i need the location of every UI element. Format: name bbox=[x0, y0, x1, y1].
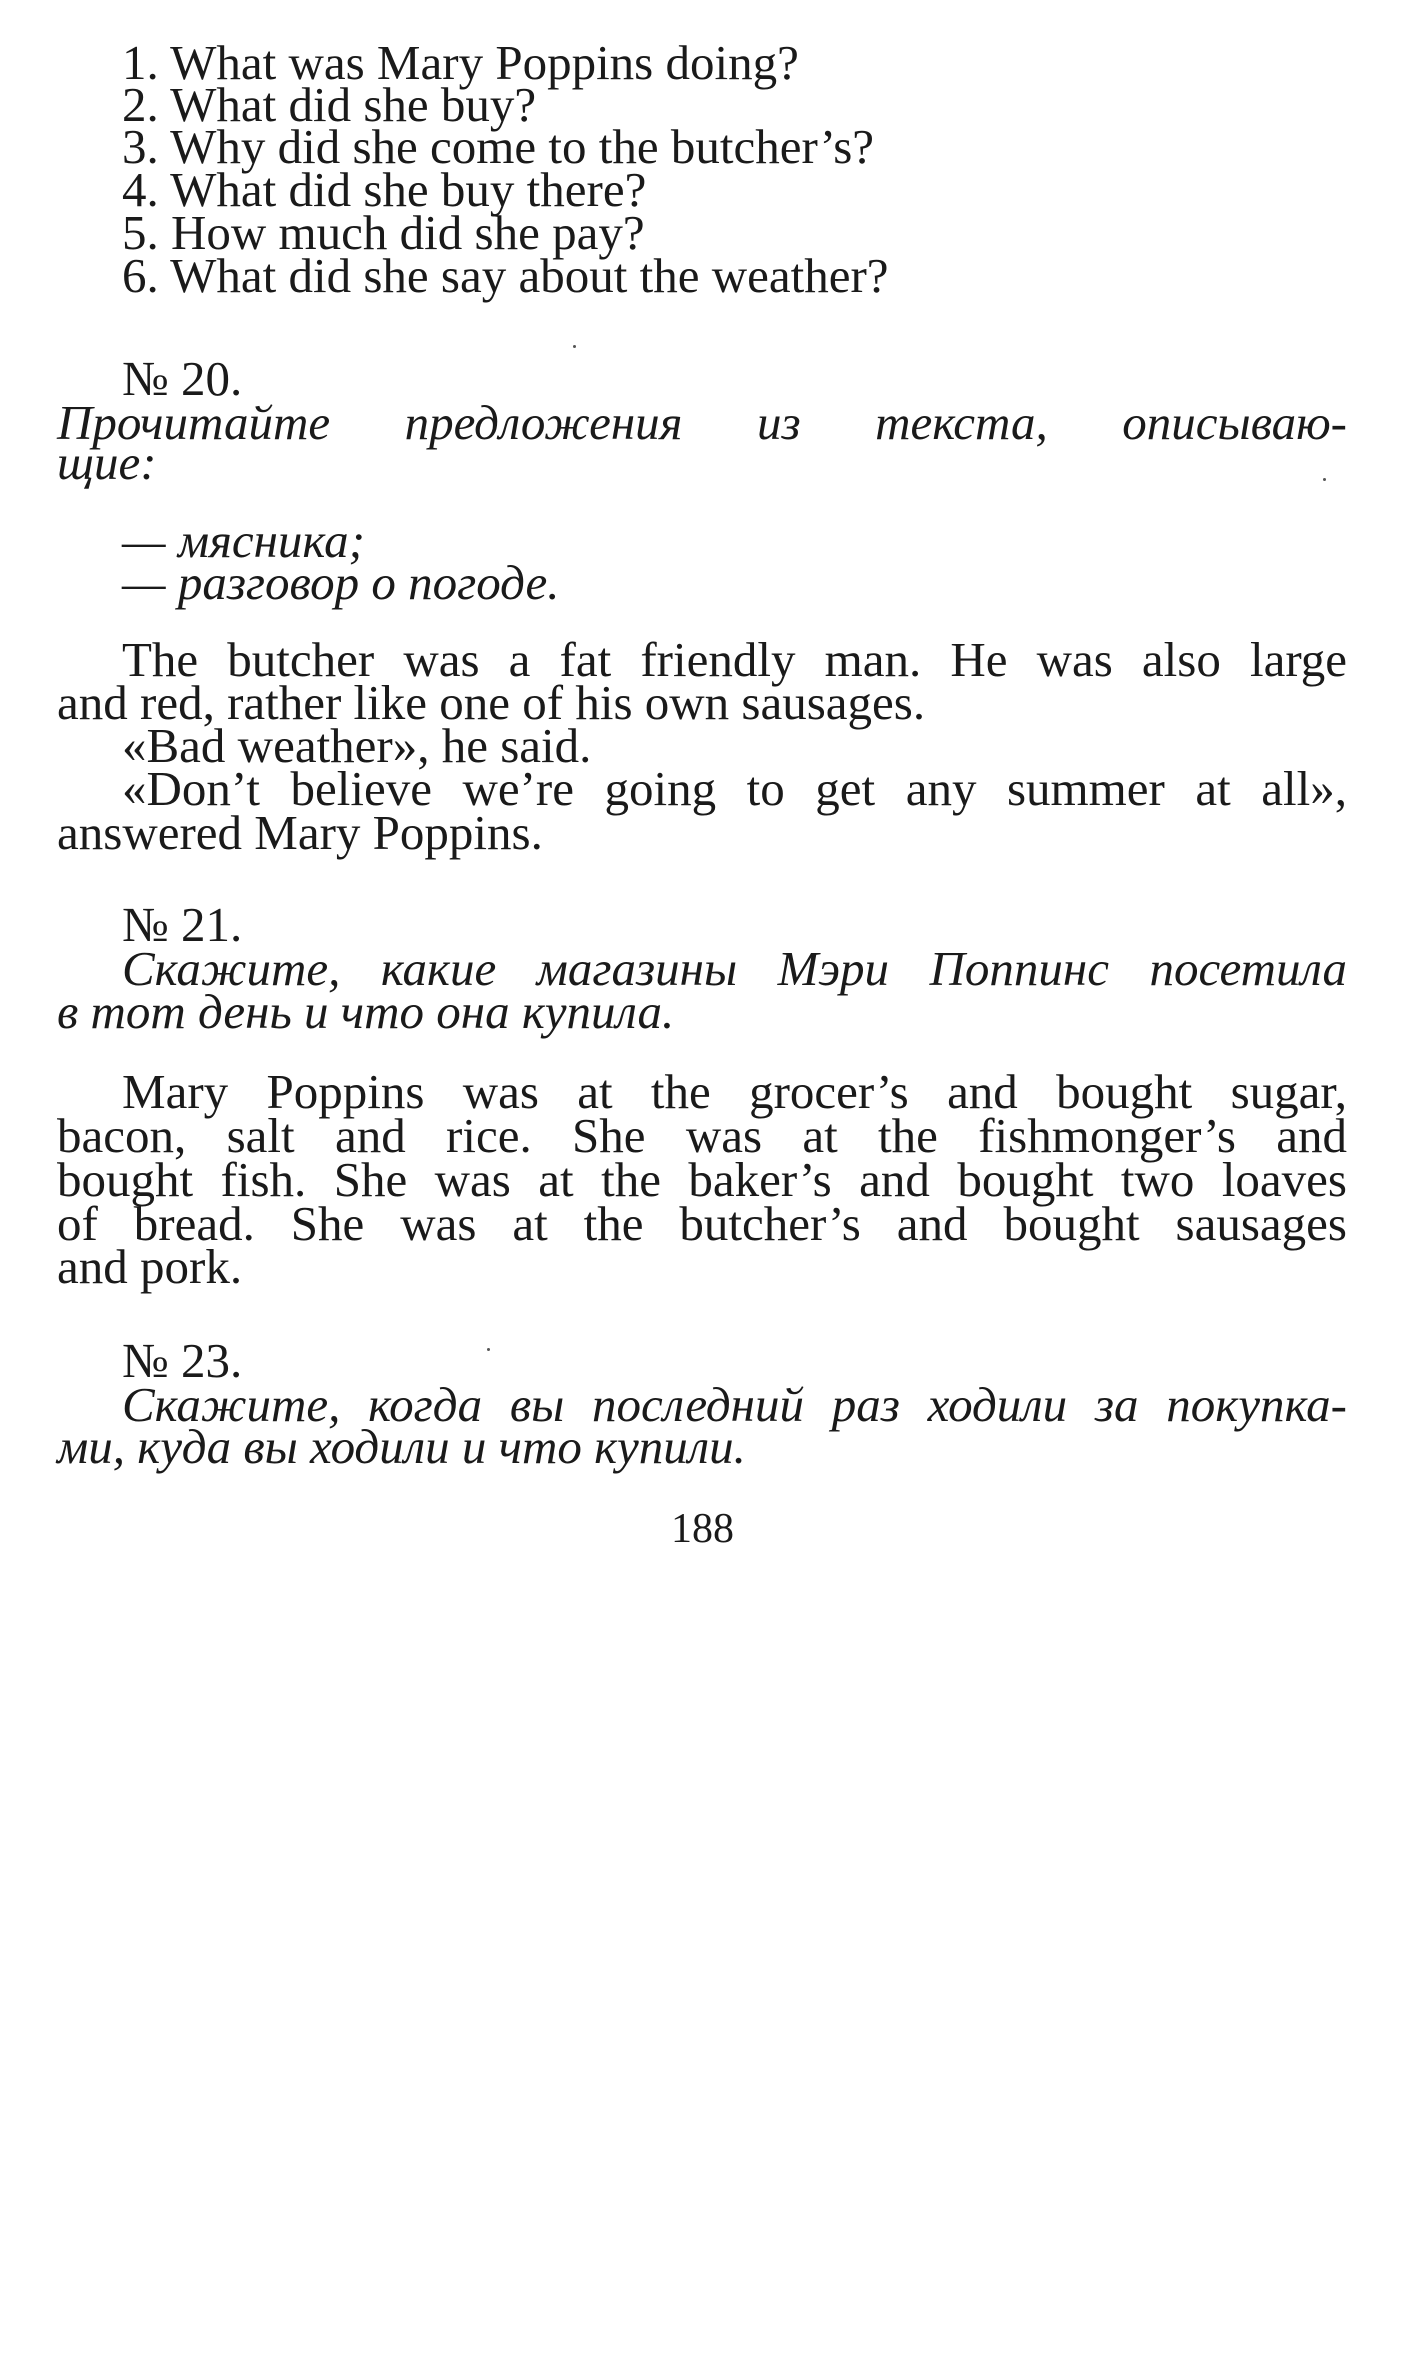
exercise-20-number: № 20. bbox=[122, 351, 243, 406]
exercise-20-text-line-1: The butcher was a fat friendly man. He was also large bbox=[122, 632, 1347, 687]
exercise-20-task-line1: Прочитайте предложения из текста, описываю- bbox=[57, 395, 1347, 450]
question-6: 6. What did she say about the weather? bbox=[122, 248, 889, 303]
exercise-20-task-line2: щие: bbox=[57, 435, 157, 490]
exercise-23-task-line1: Скажите, когда вы последний раз ходили за покупка- bbox=[122, 1377, 1347, 1432]
exercise-21-task-line2: в тот день и что она купила. bbox=[57, 984, 675, 1039]
scan-speck bbox=[1323, 478, 1326, 481]
exercise-20-text-line-3: «Bad weather», he said. bbox=[122, 718, 592, 773]
exercise-20-bullet-1: — мясника; bbox=[122, 513, 365, 568]
exercise-20-bullet-2: — разговор о погоде. bbox=[122, 555, 560, 610]
exercise-20-text-line-5: answered Mary Poppins. bbox=[57, 805, 543, 860]
exercise-20-text-line-2: and red, rather like one of his own sausages. bbox=[57, 675, 926, 730]
exercise-21-text-line-2: bacon, salt and rice. She was at the fishmonger’s and bbox=[57, 1108, 1347, 1163]
page-number: 188 bbox=[671, 1506, 734, 1552]
question-2: 2. What did she buy? bbox=[122, 77, 537, 132]
scan-speck bbox=[573, 345, 576, 348]
question-4: 4. What did she buy there? bbox=[122, 162, 647, 217]
question-3: 3. Why did she come to the butcher’s? bbox=[122, 119, 875, 174]
exercise-21-text-line-1: Mary Poppins was at the grocer’s and bought sugar, bbox=[122, 1064, 1347, 1119]
exercise-21-number: № 21. bbox=[122, 897, 243, 952]
exercise-21-task-line1: Скажите, какие магазины Мэри Поппинс посетила bbox=[122, 941, 1347, 996]
exercise-21-text-line-3: bought fish. She was at the baker’s and bought two loaves bbox=[57, 1152, 1347, 1207]
exercise-21-text-line-5: and pork. bbox=[57, 1239, 243, 1294]
scan-speck bbox=[487, 1348, 490, 1351]
question-5: 5. How much did she pay? bbox=[122, 205, 645, 260]
exercise-23-task-line2: ми, куда вы ходили и что купили. bbox=[57, 1419, 746, 1474]
exercise-20-text-line-4: «Don’t believe we’re going to get any summer at all», bbox=[122, 761, 1347, 816]
exercise-21-text-line-4: of bread. She was at the butcher’s and bought sausages bbox=[57, 1196, 1347, 1251]
exercise-23-number: № 23. bbox=[122, 1333, 243, 1388]
question-1: 1. What was Mary Poppins doing? bbox=[122, 35, 799, 90]
